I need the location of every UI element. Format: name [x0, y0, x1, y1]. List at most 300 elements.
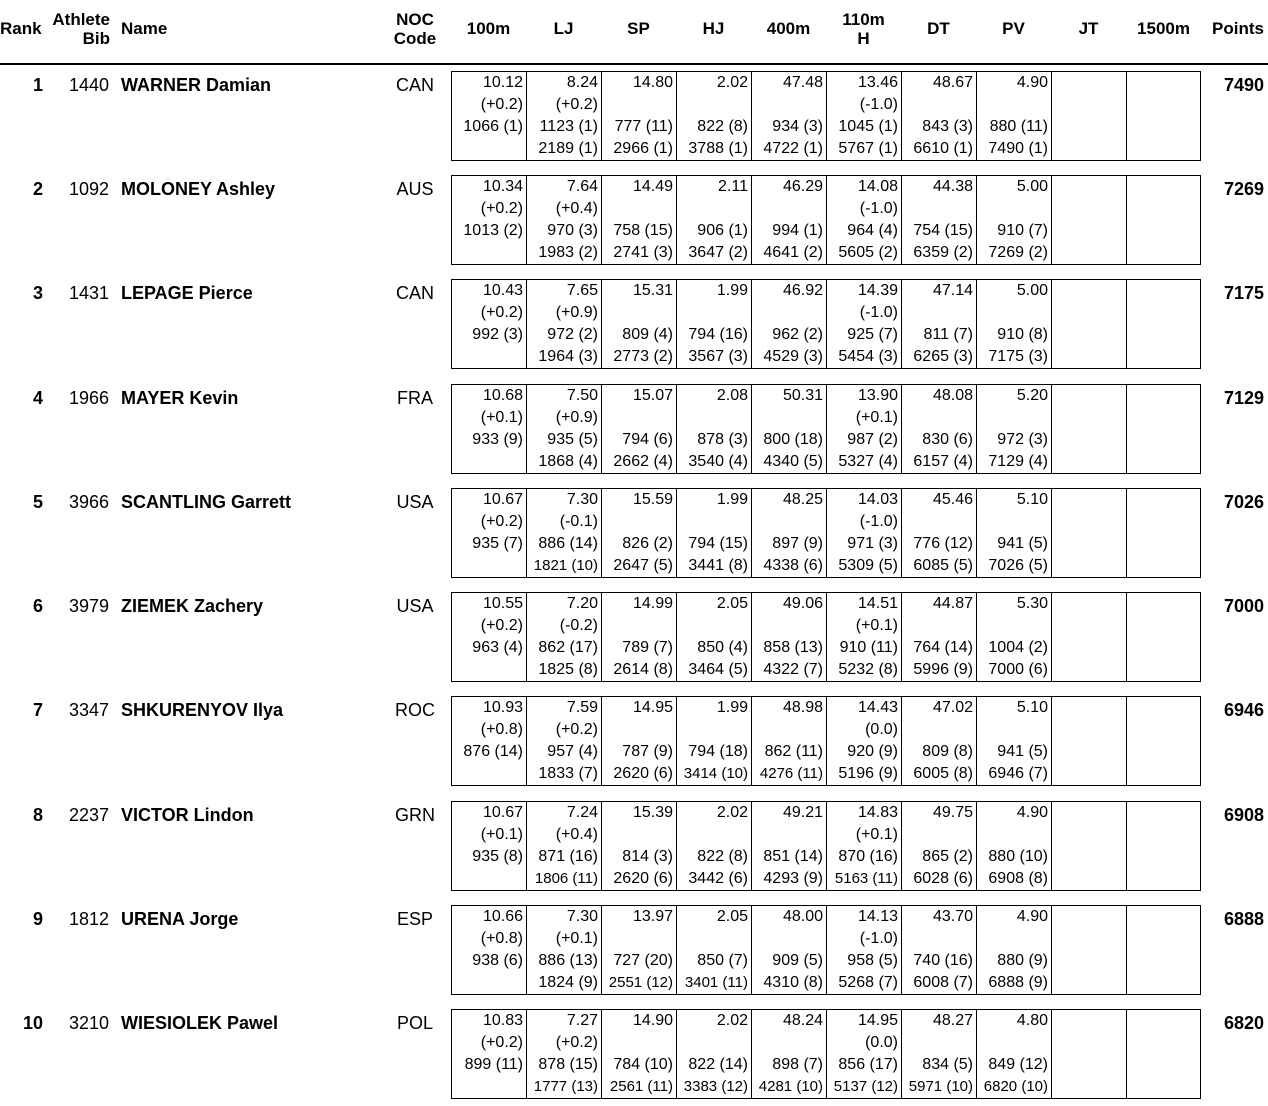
- event-cell: [452, 802, 527, 890]
- event-mark: 5.00: [1016, 282, 1048, 299]
- event-score: 794 (18): [688, 743, 748, 760]
- event-wind: (+0.2): [555, 96, 598, 113]
- event-mark: 49.21: [782, 804, 823, 821]
- event-cell: [902, 72, 977, 160]
- event-wind: (+0.9): [555, 304, 598, 321]
- event-mark: 44.38: [932, 178, 973, 195]
- table-row: [0, 273, 1268, 365]
- event-cell: [827, 802, 902, 890]
- event-mark: 48.24: [782, 1012, 823, 1029]
- event-score: 843 (3): [922, 118, 973, 135]
- athlete-points: 7175: [1223, 283, 1264, 303]
- event-score: 880 (10): [988, 848, 1048, 865]
- event-score: 962 (2): [772, 326, 823, 343]
- event-score: 856 (17): [838, 1056, 898, 1073]
- event-cumulative: 6946 (7): [988, 765, 1048, 782]
- athlete-points: 7269: [1223, 179, 1264, 199]
- event-cell: [1127, 802, 1200, 890]
- event-mark: 2.11: [718, 178, 748, 195]
- event-score: 938 (6): [472, 952, 523, 969]
- event-mark: 13.90: [857, 387, 898, 404]
- event-mark: 47.48: [782, 74, 823, 91]
- event-cumulative: 4529 (3): [763, 348, 823, 365]
- event-score: 963 (4): [472, 639, 523, 656]
- header-rank: Rank: [0, 19, 42, 38]
- header-noc-line1: NOC: [396, 10, 434, 29]
- event-cumulative: 6888 (9): [988, 974, 1048, 991]
- event-score: 1066 (1): [463, 118, 523, 135]
- event-mark: 5.30: [1016, 595, 1048, 612]
- event-mark: 13.97: [632, 908, 673, 925]
- event-cumulative: 5309 (5): [838, 557, 898, 574]
- event-score: 789 (7): [622, 639, 673, 656]
- event-score: 910 (11): [839, 639, 898, 656]
- athlete-rank: 1: [32, 75, 43, 95]
- event-cell: [452, 385, 527, 473]
- event-wind: (+0.2): [480, 96, 523, 113]
- event-cell: [452, 176, 527, 264]
- event-mark: 10.66: [482, 908, 523, 925]
- event-score: 886 (13): [538, 952, 598, 969]
- event-cumulative: 5605 (2): [838, 244, 898, 261]
- athlete-rank: 10: [22, 1013, 43, 1033]
- event-score: 794 (15): [688, 535, 748, 552]
- athlete-name: LEPAGE Pierce: [121, 283, 253, 303]
- event-score: 906 (1): [697, 222, 748, 239]
- athlete-bib: 2237: [68, 805, 109, 825]
- athlete-rank: 3: [32, 283, 43, 303]
- header-110mh-line1: 110m: [842, 10, 885, 29]
- event-cell: [1052, 906, 1127, 994]
- event-mark: 49.75: [932, 804, 973, 821]
- event-wind: (-0.1): [559, 513, 598, 530]
- event-score: 920 (9): [847, 743, 898, 760]
- event-cell: [602, 906, 677, 994]
- event-cell: [752, 385, 827, 473]
- event-score: 794 (6): [622, 431, 673, 448]
- event-score: 850 (7): [697, 952, 748, 969]
- event-mark: 1.99: [716, 699, 748, 716]
- header-dt: DT: [927, 19, 950, 38]
- event-mark: 47.14: [932, 282, 973, 299]
- event-cell: [902, 697, 977, 785]
- event-cell: [752, 176, 827, 264]
- event-mark: 5.10: [1016, 699, 1048, 716]
- event-cumulative: 7175 (3): [988, 348, 1048, 365]
- table-row: [0, 899, 1268, 991]
- event-cumulative: 4722 (1): [763, 140, 823, 157]
- athlete-rank: 7: [32, 700, 43, 720]
- header-jt: JT: [1078, 19, 1099, 38]
- event-mark: 14.08: [857, 178, 898, 195]
- event-cell: [1052, 176, 1127, 264]
- event-mark: 50.31: [782, 387, 823, 404]
- athlete-points: 7490: [1223, 75, 1264, 95]
- event-wind: (+0.2): [480, 513, 523, 530]
- event-mark: 49.06: [782, 595, 823, 612]
- event-score: 886 (14): [538, 535, 598, 552]
- event-cell: [527, 72, 602, 160]
- event-score: 935 (8): [472, 848, 523, 865]
- event-cell: [602, 489, 677, 577]
- event-cumulative: 5232 (8): [838, 661, 898, 678]
- event-cumulative: 7269 (2): [988, 244, 1048, 261]
- header-name: Name: [121, 19, 168, 38]
- event-cumulative: 1821 (10): [533, 557, 598, 574]
- table-row: [0, 482, 1268, 574]
- event-mark: 2.02: [716, 804, 748, 821]
- event-cell: [977, 72, 1052, 160]
- table-row: [0, 1003, 1268, 1095]
- event-wind: (+0.8): [480, 930, 523, 947]
- event-cumulative: 1868 (4): [538, 453, 598, 470]
- event-cumulative: 5196 (9): [838, 765, 898, 782]
- event-mark: 46.29: [782, 178, 823, 195]
- event-mark: 4.90: [1016, 804, 1048, 821]
- event-cell: [677, 176, 752, 264]
- event-mark: 14.49: [632, 178, 673, 195]
- event-cell: [1052, 593, 1127, 681]
- event-mark: 5.20: [1016, 387, 1048, 404]
- event-cumulative: 3567 (3): [688, 348, 748, 365]
- event-mark: 48.25: [782, 491, 823, 508]
- event-mark: 7.59: [566, 699, 598, 716]
- event-score: 941 (5): [997, 743, 1048, 760]
- event-cell: [752, 697, 827, 785]
- event-score: 849 (12): [988, 1056, 1048, 1073]
- event-cell: [827, 489, 902, 577]
- table-row: [0, 169, 1268, 261]
- event-mark: 45.46: [932, 491, 973, 508]
- event-mark: 14.95: [857, 1012, 898, 1029]
- event-grid: [451, 801, 1201, 891]
- event-cell: [977, 385, 1052, 473]
- event-score: 851 (14): [763, 848, 823, 865]
- event-score: 758 (15): [613, 222, 673, 239]
- event-cumulative: 4641 (2): [763, 244, 823, 261]
- event-cumulative: 4322 (7): [763, 661, 823, 678]
- event-score: 1045 (1): [838, 118, 898, 135]
- event-score: 972 (3): [997, 431, 1048, 448]
- event-mark: 8.24: [566, 74, 598, 91]
- event-wind: (-1.0): [859, 96, 898, 113]
- event-cell: [527, 489, 602, 577]
- event-cell: [602, 176, 677, 264]
- event-cell: [602, 802, 677, 890]
- event-cell: [827, 72, 902, 160]
- event-mark: 7.30: [566, 908, 598, 925]
- athlete-bib: 1812: [68, 909, 109, 929]
- event-score: 826 (2): [622, 535, 673, 552]
- athlete-rank: 2: [32, 179, 43, 199]
- header-pv: PV: [1002, 19, 1025, 38]
- event-score: 910 (8): [997, 326, 1048, 343]
- athlete-noc: CAN: [395, 75, 434, 95]
- results-header: [0, 0, 1268, 64]
- event-cell: [752, 906, 827, 994]
- event-cell: [1052, 489, 1127, 577]
- event-score: 964 (4): [847, 222, 898, 239]
- event-score: 764 (14): [913, 639, 973, 656]
- event-cell: [677, 697, 752, 785]
- event-cell: [677, 906, 752, 994]
- event-cell: [902, 176, 977, 264]
- event-cumulative: 1964 (3): [538, 348, 598, 365]
- athlete-bib: 3347: [68, 700, 109, 720]
- event-score: 910 (7): [997, 222, 1048, 239]
- athlete-points: 6888: [1223, 909, 1264, 929]
- event-cell: [752, 72, 827, 160]
- event-score: 878 (15): [538, 1056, 598, 1073]
- event-cumulative: 1825 (8): [538, 661, 598, 678]
- event-cell: [452, 489, 527, 577]
- event-mark: 14.99: [632, 595, 673, 612]
- event-cumulative: 1833 (7): [538, 765, 598, 782]
- athlete-points: 6908: [1223, 805, 1264, 825]
- table-row: [0, 586, 1268, 678]
- event-cumulative: 6610 (1): [913, 140, 973, 157]
- event-mark: 10.83: [482, 1012, 523, 1029]
- event-score: 850 (4): [697, 639, 748, 656]
- event-score: 933 (9): [472, 431, 523, 448]
- event-cell: [677, 1010, 752, 1098]
- event-wind: (+0.2): [480, 304, 523, 321]
- event-score: 934 (3): [772, 118, 823, 135]
- event-mark: 10.12: [482, 74, 523, 91]
- event-score: 876 (14): [463, 743, 523, 760]
- event-score: 992 (3): [472, 326, 523, 343]
- athlete-rank: 4: [32, 388, 43, 408]
- event-cumulative: 3540 (4): [688, 453, 748, 470]
- event-score: 794 (16): [688, 326, 748, 343]
- event-score: 958 (5): [847, 952, 898, 969]
- table-row: [0, 378, 1268, 470]
- header-points: Points: [1212, 19, 1264, 38]
- athlete-bib: 1431: [68, 283, 109, 303]
- event-mark: 14.13: [857, 908, 898, 925]
- table-row: [0, 65, 1268, 157]
- event-mark: 10.55: [482, 595, 523, 612]
- athlete-name: MOLONEY Ashley: [121, 179, 276, 199]
- event-mark: 14.43: [857, 699, 898, 716]
- event-score: 987 (2): [847, 431, 898, 448]
- event-wind: (+0.4): [555, 200, 598, 217]
- event-cell: [452, 1010, 527, 1098]
- event-cell: [977, 906, 1052, 994]
- event-mark: 14.90: [632, 1012, 673, 1029]
- event-wind: (+0.2): [480, 617, 523, 634]
- event-cell: [902, 280, 977, 368]
- event-score: 858 (13): [763, 639, 823, 656]
- event-cumulative: 5454 (3): [838, 348, 898, 365]
- event-cumulative: 6085 (5): [913, 557, 973, 574]
- event-cumulative: 6265 (3): [913, 348, 973, 365]
- athlete-rank: 6: [32, 596, 43, 616]
- event-cumulative: 6028 (6): [913, 870, 973, 887]
- event-mark: 7.65: [566, 282, 598, 299]
- event-cumulative: 6157 (4): [913, 453, 973, 470]
- event-cell: [1127, 176, 1200, 264]
- event-wind: (+0.2): [555, 721, 598, 738]
- event-cumulative: 4293 (9): [763, 870, 823, 887]
- event-cell: [827, 385, 902, 473]
- header-bib-line2: Bib: [82, 29, 110, 48]
- event-cumulative: 6359 (2): [913, 244, 973, 261]
- event-cell: [1127, 697, 1200, 785]
- event-cumulative: 6008 (7): [913, 974, 973, 991]
- event-cell: [1127, 72, 1200, 160]
- event-cell: [527, 280, 602, 368]
- header-1500m: 1500m: [1137, 19, 1190, 38]
- event-cell: [452, 72, 527, 160]
- event-cumulative: 6005 (8): [913, 765, 973, 782]
- event-cell: [527, 385, 602, 473]
- event-grid: [451, 592, 1201, 682]
- event-wind: (-1.0): [859, 304, 898, 321]
- event-mark: 43.70: [932, 908, 973, 925]
- event-cell: [752, 802, 827, 890]
- event-wind: (0.0): [865, 721, 898, 738]
- event-mark: 2.05: [716, 595, 748, 612]
- event-cumulative: 3788 (1): [688, 140, 748, 157]
- event-mark: 10.67: [482, 491, 523, 508]
- event-cumulative: 3383 (12): [683, 1078, 748, 1095]
- event-cumulative: 1983 (2): [538, 244, 598, 261]
- athlete-points: 6946: [1223, 700, 1264, 720]
- event-cell: [1127, 593, 1200, 681]
- event-score: 727 (20): [613, 952, 673, 969]
- athlete-name: VICTOR Lindon: [121, 805, 254, 825]
- event-cumulative: 3414 (10): [683, 765, 748, 782]
- event-mark: 48.00: [782, 908, 823, 925]
- athlete-name: URENA Jorge: [121, 909, 239, 929]
- event-cell: [602, 593, 677, 681]
- event-score: 957 (4): [547, 743, 598, 760]
- event-score: 777 (11): [614, 118, 673, 135]
- event-mark: 7.24: [566, 804, 598, 821]
- event-cumulative: 4338 (6): [763, 557, 823, 574]
- event-mark: 13.46: [857, 74, 898, 91]
- athlete-noc: USA: [396, 492, 434, 512]
- athlete-bib: 3979: [68, 596, 109, 616]
- event-score: 871 (16): [538, 848, 598, 865]
- event-cumulative: 7000 (6): [988, 661, 1048, 678]
- event-cell: [452, 697, 527, 785]
- event-mark: 15.07: [632, 387, 673, 404]
- event-grid: [451, 488, 1201, 578]
- event-cell: [1127, 385, 1200, 473]
- event-cell: [827, 593, 902, 681]
- event-cell: [752, 280, 827, 368]
- event-mark: 7.30: [566, 491, 598, 508]
- event-cell: [1127, 1010, 1200, 1098]
- event-score: 935 (5): [547, 431, 598, 448]
- event-score: 787 (9): [622, 743, 673, 760]
- event-score: 1123 (1): [539, 118, 598, 135]
- event-score: 822 (8): [697, 848, 748, 865]
- event-mark: 1.99: [716, 282, 748, 299]
- event-mark: 10.43: [482, 282, 523, 299]
- event-cell: [977, 176, 1052, 264]
- athlete-name: ZIEMEK Zachery: [121, 596, 264, 616]
- athlete-name: WARNER Damian: [121, 75, 272, 95]
- athlete-noc: AUS: [396, 179, 434, 199]
- event-score: 994 (1): [772, 222, 823, 239]
- event-cell: [752, 593, 827, 681]
- athlete-points: 7129: [1223, 388, 1264, 408]
- event-wind: (+0.9): [555, 409, 598, 426]
- event-score: 880 (9): [997, 952, 1048, 969]
- event-mark: 14.95: [632, 699, 673, 716]
- event-wind: (+0.1): [555, 930, 598, 947]
- event-score: 878 (3): [697, 431, 748, 448]
- event-wind: (+0.1): [480, 409, 523, 426]
- event-cumulative: 5163 (11): [834, 870, 898, 887]
- event-score: 897 (9): [772, 535, 823, 552]
- athlete-name: SHKURENYOV Ilya: [121, 700, 284, 720]
- athlete-bib: 1966: [68, 388, 109, 408]
- event-cumulative: 7026 (5): [988, 557, 1048, 574]
- event-mark: 7.27: [566, 1012, 598, 1029]
- event-cell: [1127, 489, 1200, 577]
- event-cumulative: 2741 (3): [613, 244, 673, 261]
- event-cell: [1052, 72, 1127, 160]
- event-cumulative: 5996 (9): [913, 661, 973, 678]
- event-cell: [902, 802, 977, 890]
- event-score: 822 (8): [697, 118, 748, 135]
- event-mark: 14.83: [857, 804, 898, 821]
- event-mark: 7.20: [566, 595, 598, 612]
- event-score: 862 (17): [538, 639, 598, 656]
- event-cumulative: 3647 (2): [688, 244, 748, 261]
- event-mark: 7.64: [566, 178, 598, 195]
- event-mark: 47.02: [932, 699, 973, 716]
- event-mark: 10.68: [482, 387, 523, 404]
- event-mark: 4.90: [1016, 74, 1048, 91]
- athlete-noc: GRN: [395, 805, 435, 825]
- event-cell: [1052, 802, 1127, 890]
- event-cell: [527, 802, 602, 890]
- event-cumulative: 2614 (8): [613, 661, 673, 678]
- athlete-rank: 5: [32, 492, 43, 512]
- event-cell: [977, 489, 1052, 577]
- header-bib-line1: Athlete: [52, 10, 110, 29]
- event-mark: 10.67: [482, 804, 523, 821]
- athlete-points: 6820: [1223, 1013, 1264, 1033]
- event-cell: [977, 593, 1052, 681]
- event-cell: [677, 385, 752, 473]
- event-mark: 48.98: [782, 699, 823, 716]
- event-mark: 48.08: [932, 387, 973, 404]
- event-wind: (+0.2): [480, 200, 523, 217]
- event-score: 809 (8): [922, 743, 973, 760]
- event-cumulative: 5327 (4): [838, 453, 898, 470]
- event-score: 754 (15): [913, 222, 973, 239]
- event-cell: [677, 489, 752, 577]
- athlete-name: WIESIOLEK Pawel: [121, 1013, 279, 1033]
- athlete-rank: 8: [32, 805, 43, 825]
- event-mark: 48.67: [932, 74, 973, 91]
- header-sp: SP: [627, 19, 650, 38]
- event-wind: (+0.1): [480, 826, 523, 843]
- event-score: 909 (5): [772, 952, 823, 969]
- event-cumulative: 3441 (8): [688, 557, 748, 574]
- event-cell: [602, 280, 677, 368]
- event-cumulative: 5767 (1): [838, 140, 898, 157]
- event-cell: [977, 1010, 1052, 1098]
- athlete-bib: 1440: [68, 75, 109, 95]
- event-cumulative: 3401 (11): [684, 974, 748, 991]
